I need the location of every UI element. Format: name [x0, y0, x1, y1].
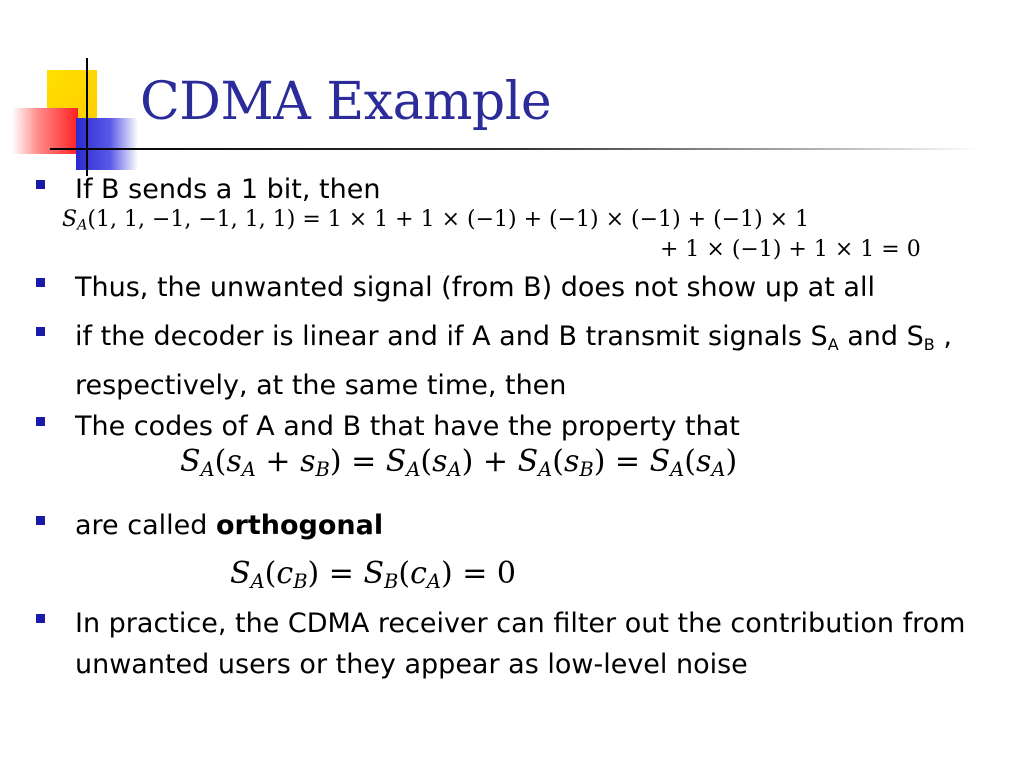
- bullet-text: Thus, the unwanted signal (from B) does not show up at all: [75, 272, 875, 303]
- bullet-marker-icon: [36, 327, 45, 336]
- bullet-text: In practice, the CDMA receiver can filter out the contribution from unwanted users or they appear as low-level noise: [75, 608, 966, 680]
- bullet-item: [36, 505, 996, 546]
- bullet-text: if the decoder is linear and if A and B transmit signals $S_A$ and $S_B$ , respectively, at the same time, then: [75, 321, 952, 401]
- bullet-text: are called orthogonal: [75, 510, 384, 541]
- orthogonal-term: orthogonal: [215, 510, 384, 541]
- bullet-marker-icon: [36, 278, 45, 287]
- bullet-item: [36, 267, 996, 308]
- bullet-item: [36, 603, 996, 685]
- bullet-item: [36, 316, 996, 406]
- bullet-marker-icon: [36, 417, 45, 426]
- bullet-marker-icon: [36, 516, 45, 525]
- equation-orthogonality: $S_A(c_B) = S_B(c_A) = 0$: [230, 556, 516, 593]
- equation-linearity: $S_A(s_A + s_B) = S_A(s_A) + S_A(s_B) = S_A(s_A)$: [180, 444, 738, 481]
- bullet-text: If B sends a 1 bit, then: [75, 174, 381, 205]
- equation-code-product-line2: + 1 × (−1) + 1 × 1 = 0: [660, 237, 921, 262]
- equation-code-product-line1: $S_A(1$, 1, −1, −1, 1, 1) = 1 × 1 + 1 × (−1) + (−1) × (−1) + (−1) × 1: [62, 207, 810, 234]
- bullet-item: [36, 406, 996, 447]
- bullet-item: [36, 169, 996, 210]
- slide-title: CDMA Example: [140, 72, 552, 132]
- bullet-text: The codes of A and B that have the property that: [75, 411, 740, 442]
- bullet-marker-icon: [36, 180, 45, 189]
- bullet-marker-icon: [36, 614, 45, 623]
